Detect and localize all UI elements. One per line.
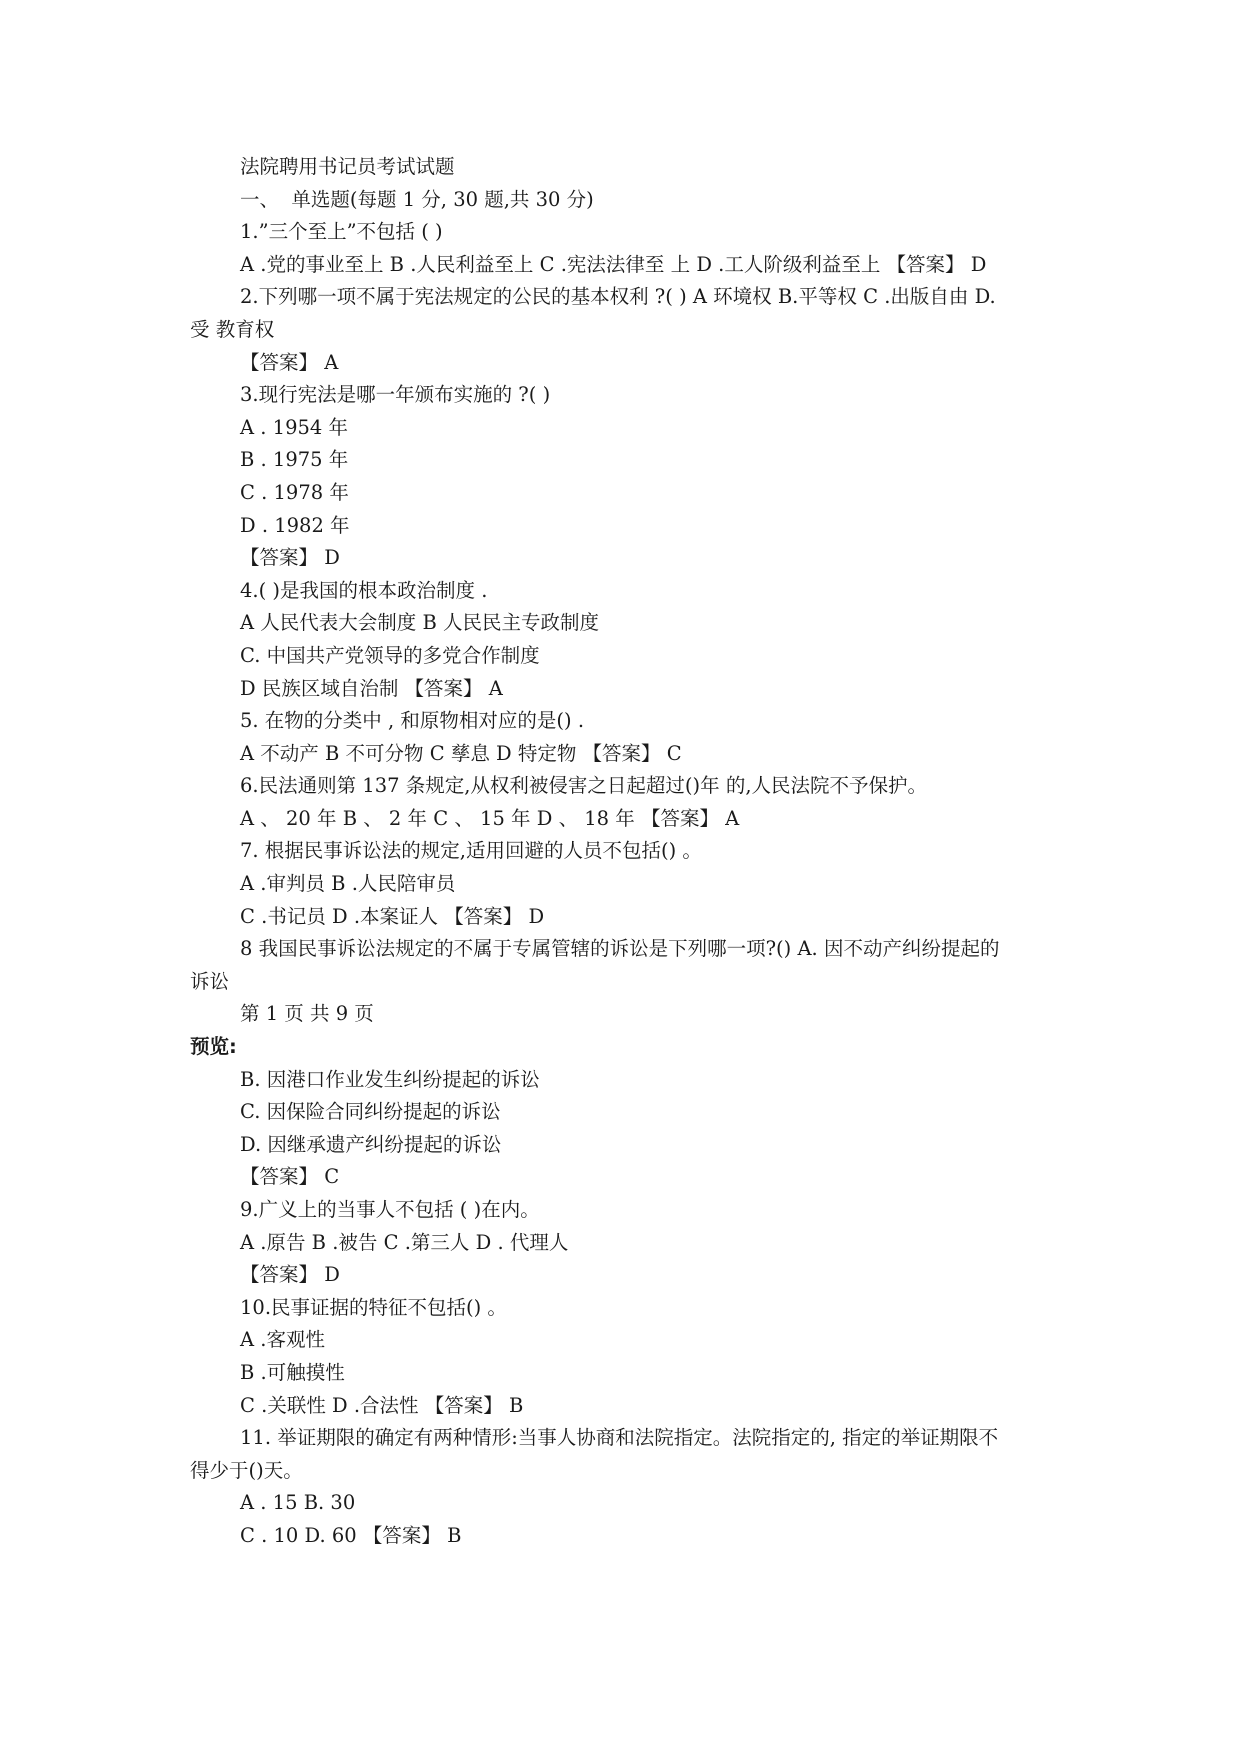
text-line: 9.广义上的当事人不包括 ( )在内。 [240, 1198, 540, 1221]
text-line: D . 1982 年 [240, 513, 350, 537]
text-line: 受 教育权 [190, 317, 275, 341]
text-line: A .客观性 [240, 1328, 325, 1352]
text-line: 6.民法通则第 137 条规定,从权利被侵害之日起超过()年 的,人民法院不予保护。 [240, 774, 928, 798]
text-line: B . 1975 年 [240, 448, 349, 472]
text-line: C .书记员 D .本案证人 【答案】 D [240, 904, 545, 928]
text-line: 2.下列哪一项不属于宪法规定的公民的基本权利 ?( ) A 环境权 B.平等权 C .出版自由 D. [240, 285, 996, 309]
text-line: 【答案】 A [240, 350, 339, 374]
text-line: C. 中国共产党领导的多党合作制度 [240, 643, 540, 667]
text-line: C .关联性 D .合法性 【答案】 B [240, 1393, 524, 1417]
document-body [190, 151, 1060, 1553]
text-line: A .原告 B .被告 C .第三人 D . 代理人 [240, 1230, 569, 1254]
text-line: C. 因保险合同纠纷提起的诉讼 [240, 1100, 501, 1124]
text-line: 【答案】 C [240, 1165, 340, 1189]
section-heading: 一、 单选题(每题 1 分, 30 题,共 30 分) [240, 187, 594, 211]
text-line: 10.民事证据的特征不包括() 。 [240, 1295, 507, 1319]
text-line: 8 我国民事诉讼法规定的不属于专属管辖的诉讼是下列哪一项?() A. 因不动产纠纷提起的 [240, 937, 1000, 961]
text-line: A . 15 B. 30 [240, 1491, 356, 1515]
text-line: 诉讼 [190, 969, 230, 993]
text-line: D. 因继承遗产纠纷提起的诉讼 [240, 1132, 502, 1156]
text-line: A 人民代表大会制度 B 人民民主专政制度 [240, 611, 600, 635]
text-line: C . 10 D. 60 【答案】 B [240, 1523, 462, 1547]
text-line: 【答案】 D [240, 1263, 340, 1287]
text-line: 4.( )是我国的根本政治制度 . [240, 578, 488, 602]
page2-content [190, 1064, 1060, 1553]
page1-content [190, 216, 1060, 998]
document-title: 法院聘用书记员考试试题 [240, 155, 455, 178]
text-line: B. 因港口作业发生纠纷提起的诉讼 [240, 1067, 540, 1091]
text-line: A . 1954 年 [240, 415, 349, 439]
text-line: 5. 在物的分类中 , 和原物相对应的是() . [240, 709, 585, 733]
text-line: D 民族区域自治制 【答案】 A [240, 676, 503, 700]
text-line: 得少于()天。 [190, 1458, 303, 1482]
text-line: A .党的事业至上 B .人民利益至上 C .宪法法律至 上 D .工人阶级利益至上 【答案】 D [240, 252, 987, 276]
page-footer: 第 1 页 共 9 页 [240, 1002, 374, 1026]
text-line: A 、 20 年 B 、 2 年 C 、 15 年 D 、 18 年 【答案】 A [240, 806, 740, 830]
text-line: 【答案】 D [240, 546, 340, 570]
text-line: A 不动产 B 不可分物 C 孳息 D 特定物 【答案】 C [240, 741, 682, 765]
text-line: B .可触摸性 [240, 1360, 345, 1384]
text-line: 1.”三个至上”不包括 ( ) [240, 220, 443, 244]
preview-label: 预览: [190, 1035, 237, 1059]
text-line: 7. 根据民事诉讼法的规定,适用回避的人员不包括() 。 [240, 839, 702, 863]
text-line: 11. 举证期限的确定有两种情形:当事人协商和法院指定。法院指定的, 指定的举证期限不 [240, 1426, 999, 1450]
text-line: 3.现行宪法是哪一年颁布实施的 ?( ) [240, 383, 551, 407]
text-line: C . 1978 年 [240, 480, 349, 504]
text-line: A .审判员 B .人民陪审员 [240, 872, 456, 896]
